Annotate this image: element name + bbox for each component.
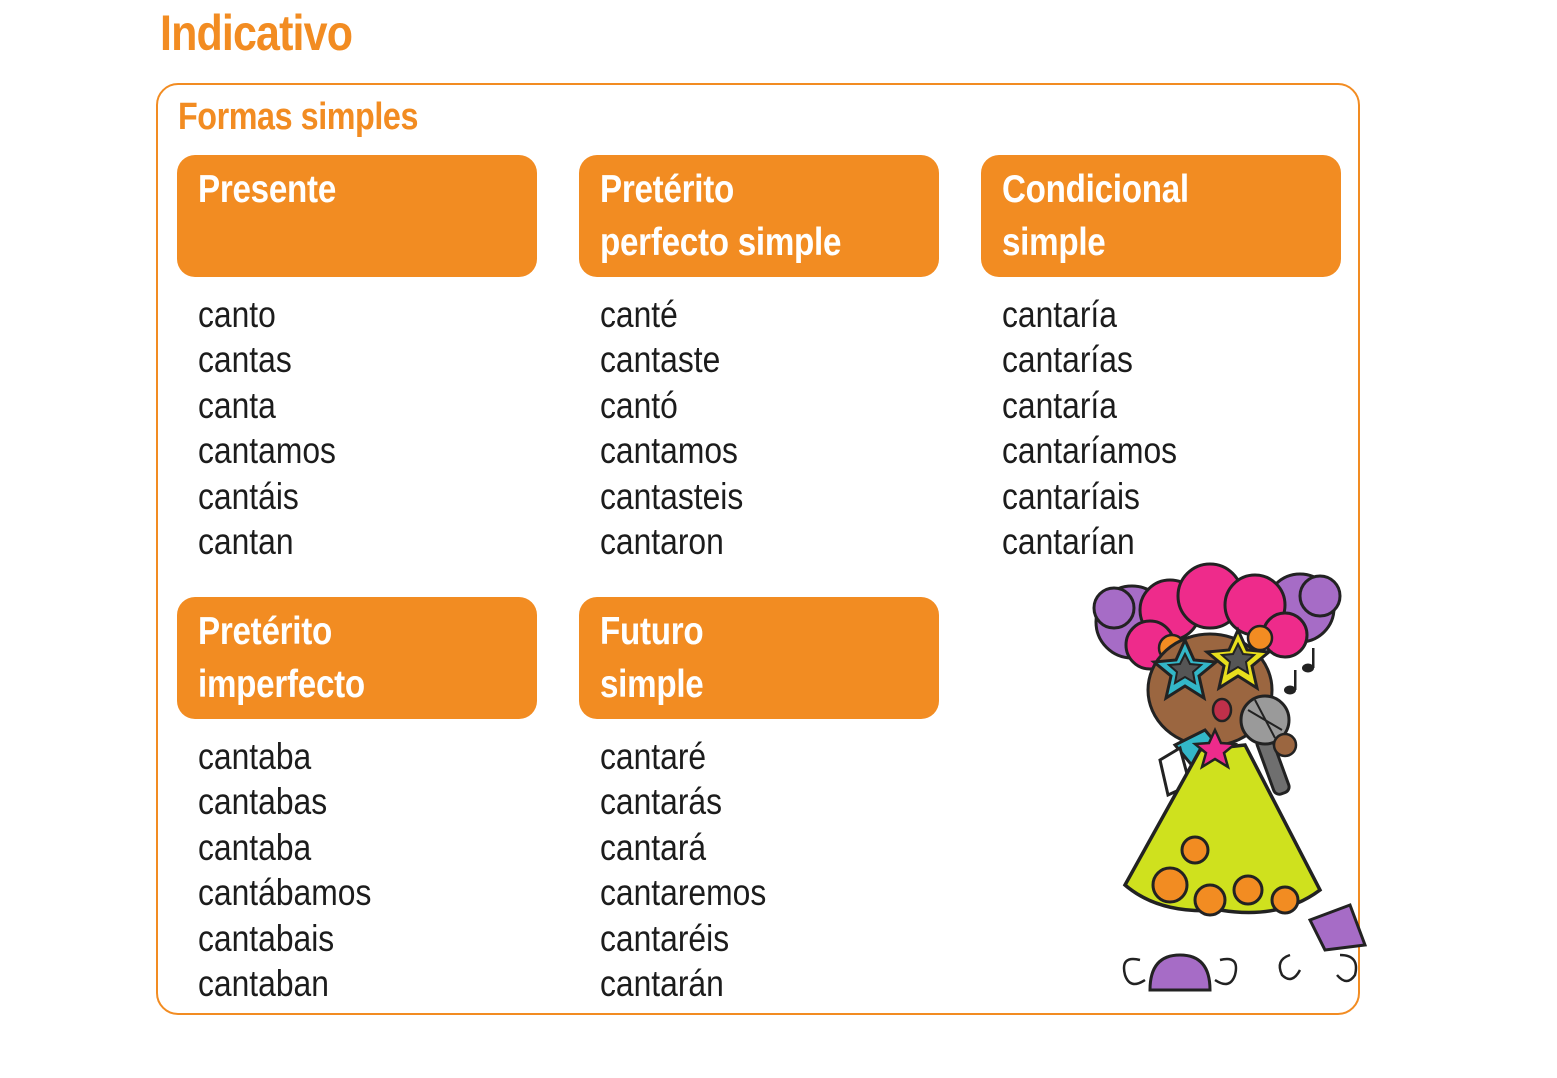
conjugation-form: cantarías bbox=[1002, 339, 1133, 381]
conjugation-list-preterito-imperfecto bbox=[198, 734, 538, 1006]
tense-title-line: imperfecto bbox=[198, 663, 365, 706]
conjugation-form: cantaron bbox=[600, 520, 724, 562]
tense-title-line: Futuro bbox=[600, 610, 704, 653]
conjugation-form: cantaremos bbox=[600, 872, 767, 914]
tense-header-preterito-imperfecto bbox=[177, 597, 537, 719]
tense-title-line: simple bbox=[600, 663, 704, 706]
conjugation-form: cantamos bbox=[198, 430, 336, 472]
conjugation-form: cantábamos bbox=[198, 872, 372, 914]
tense-title-line: Pretérito bbox=[600, 168, 735, 211]
section-title: Formas simples bbox=[178, 96, 418, 138]
conjugation-form: canta bbox=[198, 384, 276, 426]
tense-title-line: Condicional bbox=[1002, 168, 1189, 211]
tense-header-condicional-simple bbox=[981, 155, 1341, 277]
conjugation-form: cantaríamos bbox=[1002, 430, 1178, 472]
conjugation-form: cantaste bbox=[600, 339, 721, 381]
conjugation-form: canto bbox=[198, 294, 276, 335]
tense-title-line: Pretérito bbox=[198, 610, 333, 653]
conjugation-list-condicional-simple bbox=[1002, 292, 1342, 564]
conjugation-form: cantan bbox=[198, 520, 294, 562]
conjugation-form: canté bbox=[600, 294, 678, 335]
singing-girl-illustration-icon bbox=[1080, 560, 1370, 1020]
tense-header-preterito-perfecto-simple bbox=[579, 155, 939, 277]
conjugation-form: cantaría bbox=[1002, 294, 1117, 335]
conjugation-form: cantasteis bbox=[600, 475, 744, 517]
conjugation-form: cantará bbox=[600, 826, 707, 868]
conjugation-form: cantó bbox=[600, 384, 678, 426]
conjugation-form: cantaba bbox=[198, 826, 312, 868]
conjugation-form: cantáis bbox=[198, 475, 299, 517]
conjugation-form: cantaréis bbox=[600, 917, 730, 959]
conjugation-form: cantaríais bbox=[1002, 475, 1140, 517]
conjugation-form: cantaba bbox=[198, 736, 312, 777]
conjugation-form: cantarían bbox=[1002, 520, 1135, 562]
conjugation-form: cantaré bbox=[600, 736, 707, 777]
tense-title-line: perfecto simple bbox=[600, 221, 842, 264]
tense-header-futuro-simple bbox=[579, 597, 939, 719]
conjugation-form: cantarás bbox=[600, 781, 723, 823]
conjugation-form: cantaban bbox=[198, 962, 329, 1004]
conjugation-form: cantabas bbox=[198, 781, 328, 823]
conjugation-form: cantarán bbox=[600, 962, 724, 1004]
tense-title-line: simple bbox=[1002, 221, 1106, 264]
conjugation-list-futuro-simple bbox=[600, 734, 940, 1006]
tense-title-line: Presente bbox=[198, 168, 337, 211]
conjugation-list-preterito-perfecto-simple bbox=[600, 292, 940, 564]
tense-header-presente bbox=[177, 155, 537, 277]
page-title: Indicativo bbox=[160, 5, 353, 61]
conjugation-form: cantamos bbox=[600, 430, 738, 472]
conjugation-form: cantas bbox=[198, 339, 292, 381]
conjugation-form: cantaría bbox=[1002, 384, 1117, 426]
conjugation-list-presente bbox=[198, 292, 538, 564]
conjugation-form: cantabais bbox=[198, 917, 335, 959]
